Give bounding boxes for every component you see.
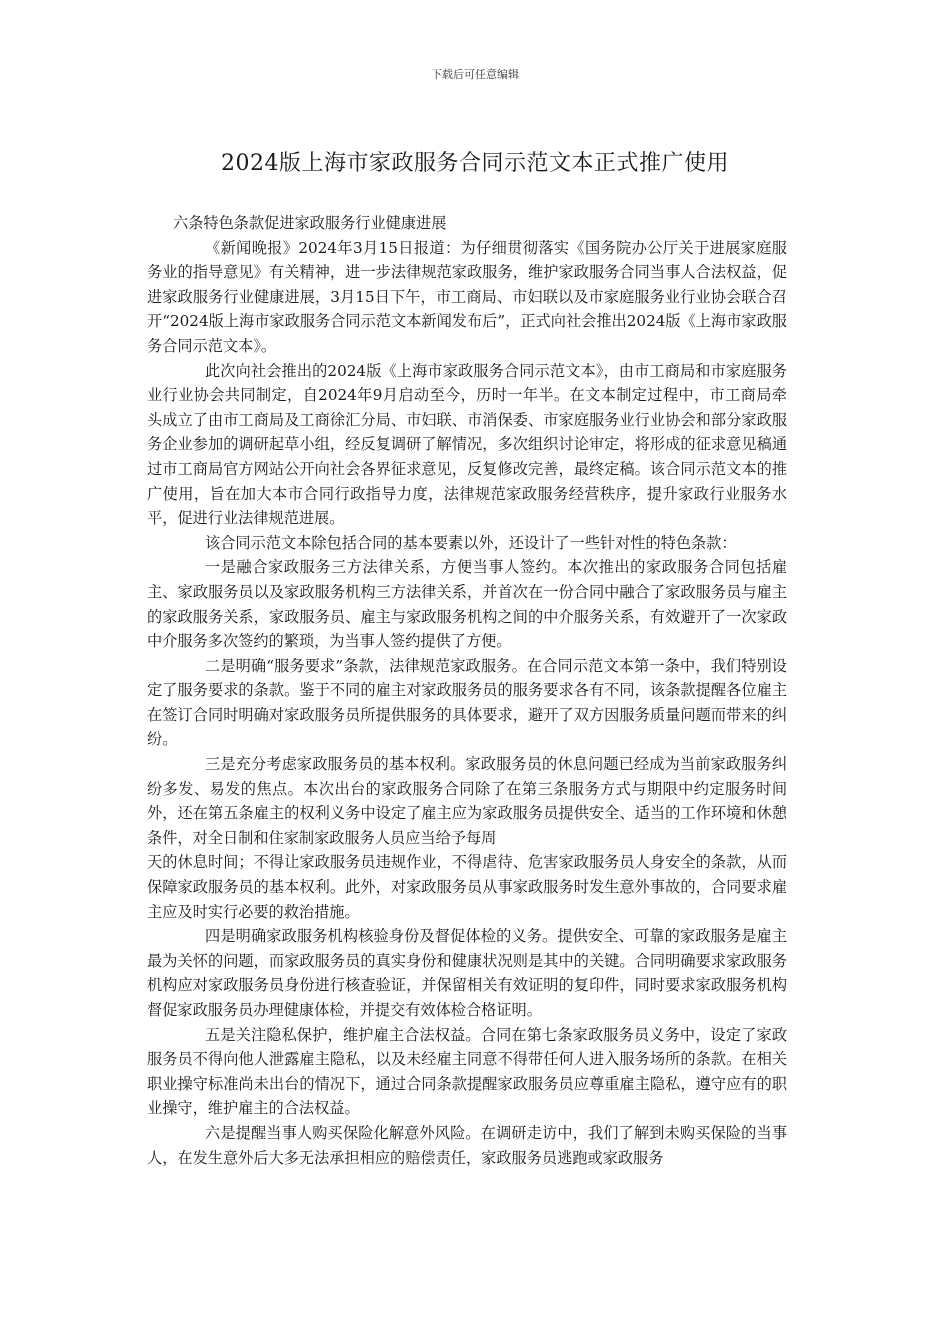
paragraph-intro: 《新闻晚报》2024年3月15日报道：为仔细贯彻落实《国务院办公厅关于进展家庭服务业的指导意见》有关精神，进一步法律规范家政服务，维护家政服务合同当事人合法权益，促进家政服务行业健康进展，3月15日下午，市工商局、市妇联以及市家庭服务业行业协会联合召开“2024版上海市家政服务合同示范文本新闻发布后”，正式向社会推出2024版《上海市家政服务合同示范文本》。	[147, 238, 787, 355]
paragraph-feature-five: 五是关注隐私保护，维护雇主合法权益。合同在第七条家政服务员义务中，设定了家政服务员不得向他人泄露雇主隐私，以及未经雇主同意不得带任何人进入服务场所的条款。在相关职业操守标准尚未出台的情况下，通过合同条款提醒家政服务员应尊重雇主隐私，遵守应有的职业操守，维护雇主的合法权益。	[147, 1025, 787, 1118]
document-title: 2024版上海市家政服务合同示范文本正式推广使用	[221, 151, 729, 176]
paragraph-features-intro: 该合同示范文本除包括合同的基本要素以外，还设计了一些针对性的特色条款：	[205, 533, 737, 552]
document-subtitle: 六条特色条款促进家政服务行业健康进展	[173, 214, 447, 232]
paragraph-feature-six: 六是提醒当事人购买保险化解意外风险。在调研走访中，我们了解到未购买保险的当事人，在发生意外后大多无法承担相应的赔偿责任，家政服务员逃跑或家政服务	[147, 1123, 787, 1167]
paragraph-feature-two: 二是明确“服务要求”条款，法律规范家政服务。在合同示范文本第一条中，我们特别设定了服务要求的条款。鉴于不同的雇主对家政服务员的服务要求各有不同，该条款提醒各位雇主在签订合同时明确对家政服务员所提供服务的具体要求，避开了双方因服务质量问题而带来的纠纷。	[147, 656, 787, 749]
paragraph-feature-four: 四是明确家政服务机构核验身份及督促体检的义务。提供安全、可靠的家政服务是雇主最为关怀的问题，而家政服务员的真实身份和健康状况则是其中的关键。合同明确要求家政服务机构应对家政服务员身份进行核查验证，并保留相关有效证明的复印件，同时要求家政服务机构督促家政服务员办理健康体检，并提交有效体检合格证明。	[147, 927, 787, 1019]
paragraph-feature-three-continued: 天的休息时间；不得让家政服务员违规作业，不得虐待、危害家政服务员人身安全的条款，从而保障家政服务员的基本权利。此外，对家政服务员从事家政服务时发生意外事故的，合同要求雇主应及时实行必要的救治措施。	[147, 853, 787, 921]
document-body	[147, 211, 787, 1170]
paragraph-feature-three: 三是充分考虑家政服务员的基本权利。家政服务员的休息问题已经成为当前家政服务纠纷多发、易发的焦点。本次出台的家政服务合同除了在第三条服务方式与期限中约定服务时间外，还在第五条雇主的权利义务中设定了雇主应为家政服务员提供安全、适当的工作环境和休憩条件，对全日制和住家制家政服务人员应当给予每周	[147, 755, 787, 847]
paragraph-background: 此次向社会推出的2024版《上海市家政服务合同示范文本》，由市工商局和市家庭服务业行业协会共同制定，自2024年9月启动至今，历时一年半。在文本制定过程中，市工商局牵头成立了由市工商局及工商徐汇分局、市妇联、市消保委、市家庭服务业行业协会和部分家政服务企业参加的调研起草小组，经反复调研了解情况，多次组织讨论审定，将形成的征求意见稿通过市工商局官方网站公开向社会各界征求意见，反复修改完善，最终定稿。该合同示范文本的推广使用，旨在加大本市合同行政指导力度，法律规范家政服务经营秩序，提升家政行业服务水平，促进行业法律规范进展。	[147, 361, 787, 528]
download-note: 下载后可任意编辑	[431, 68, 519, 81]
paragraph-feature-one: 一是融合家政服务三方法律关系，方便当事人签约。本次推出的家政服务合同包括雇主、家政服务员以及家政服务机构三方法律关系，并首次在一份合同中融合了家政服务员与雇主的家政服务关系，家政服务员、雇主与家政服务机构之间的中介服务关系，有效避开了一次家政中介服务多次签约的繁琐，为当事人签约提供了方便。	[147, 558, 787, 651]
